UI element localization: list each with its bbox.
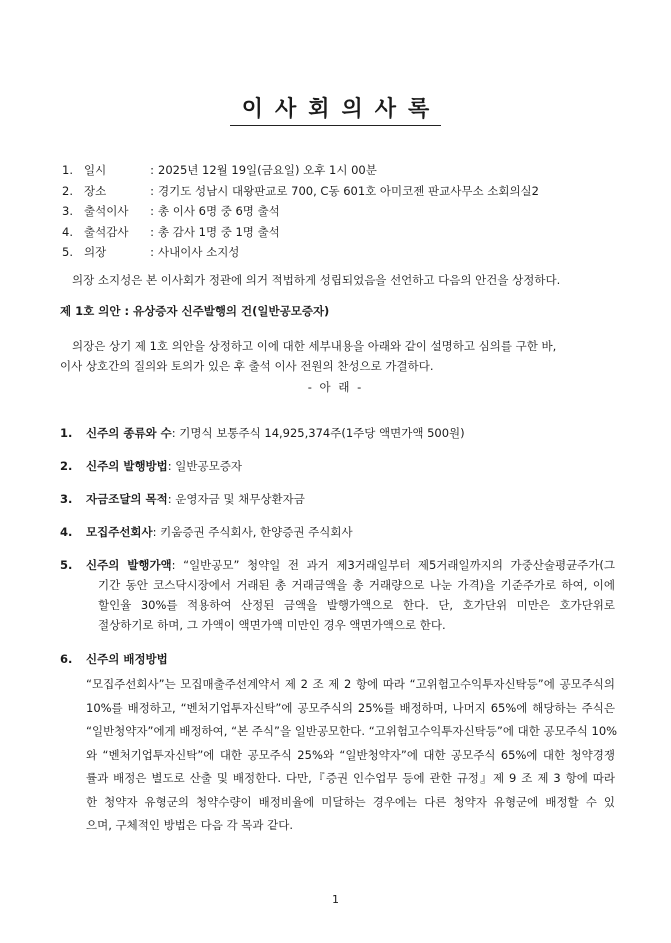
page-number: 1 bbox=[332, 893, 339, 906]
item-issue-price: 5. 신주의 발행가액: “일반공모” 청약일 전 과거 제3거래일부터 제5거래일까지의 가중산술평균주가(그 기간 동안 코스닥시장에서 거래된 총 거래금액을 총 거래량으로 나눈 가격)을 기준주가로 하여, 이에 할인율 30%를 적용하여 산정된 금액을 발행가액으로 한다. 단, 호가단위 미만은 호가단위로 절상하기로 하며, 그 가액이 액면가액 미만인 경우 액면가액으로 한다. bbox=[60, 558, 615, 632]
item-issue-method: 2. 신주의 발행방법: 일반공모증자 bbox=[60, 459, 242, 473]
item-funding-purpose: 3. 자금조달의 목적: 운영자금 및 채무상환자금 bbox=[60, 492, 305, 506]
info-label: 의장 bbox=[84, 245, 107, 259]
center-note: - 아 래 - bbox=[307, 380, 364, 394]
item-share-type: 1. 신주의 종류와 수: 기명식 보통주식 14,925,374주(1주당 액면가액 500원) bbox=[60, 426, 465, 440]
info-directors: 3. 출석이사 : 총 이사 6명 중 6명 출석 bbox=[62, 201, 539, 222]
meeting-info-list bbox=[62, 160, 539, 263]
info-label: 출석감사 bbox=[84, 224, 129, 239]
item-allocation-method: 6. 신주의 배정방법 “모집주선회사”는 모집매출주선계약서 제 2 조 제 2 항에 따라 “고위험고수익투자신탁등”에 공모주식의 10%를 배정하고, “벤처기업투자신탁”에 공모주식의 25%를 배정하며, 나머지 65%에 해당하는 주식은 “일반청약자”에게 배정하여, “본 주식”을 일반공모한다. “고위험고수익투자신탁등”에 대한 공모주식 10% 와 “벤처기업투자신탁”에 대한 공모주식 25%와 “일반청약자”에 대한 공모주식 65%에 대한 청약경쟁 률과 배정은 별도로 산출 및 배정한다. 다만,『증권 인수업무 등에 관한 규정』제 9 조 제 3 항에 따라 한 청약자 유형군의 청약수량이 배정비율에 미달하는 경우에는 다른 청약자 유형군에 배정할 수 있 으며, 구체적인 방법은 다음 각 목과 같다. bbox=[60, 652, 618, 832]
item-underwriter: 4. 모집주선회사: 키움증권 주식회사, 한양증권 주식회사 bbox=[60, 525, 353, 539]
info-value: 총 감사 1명 중 1명 출석 bbox=[158, 224, 280, 239]
info-value: 경기도 성남시 대왕판교로 700, C동 601호 아미코젠 판교사무소 소회의실2 bbox=[158, 183, 539, 198]
agenda-title: 제 1호 의안 : 유상증자 신주발행의 건(일반공모증자) bbox=[60, 304, 330, 318]
info-value: 2025년 12월 19일(금요일) 오후 1시 00분 bbox=[158, 163, 377, 177]
info-date: 1. 일시 : 2025년 12월 19일(금요일) 오후 1시 00분 bbox=[62, 160, 539, 181]
info-label: 장소 bbox=[84, 183, 107, 198]
info-auditors: 4. 출석감사 : 총 감사 1명 중 1명 출석 bbox=[62, 222, 539, 243]
info-place: 2. 장소 : 경기도 성남시 대왕판교로 700, C동 601호 아미코젠 판교사무소 소회의실2 bbox=[62, 181, 539, 202]
document-title: 이사회의사록 bbox=[0, 92, 671, 126]
info-value: 사내이사 소지성 bbox=[158, 245, 240, 259]
info-value: 총 이사 6명 중 6명 출석 bbox=[158, 204, 280, 218]
info-chair: 5. 의장 : 사내이사 소지성 bbox=[62, 242, 539, 263]
info-label: 일시 bbox=[84, 163, 107, 177]
info-label: 출석이사 bbox=[84, 204, 129, 218]
description-paragraph: 의장은 상기 제 1호 의안을 상정하고 이에 대한 세부내용을 아래와 같이 설명하고 심의를 구한 바, 이사 상호간의 질의와 토의가 있은 후 출석 이사 전원의 찬성으로 가결하다. bbox=[60, 339, 557, 373]
intro-paragraph: 의장 소지성은 본 이사회가 정관에 의거 적법하게 성립되었음을 선언하고 다음의 안건을 상정하다. bbox=[72, 273, 561, 287]
